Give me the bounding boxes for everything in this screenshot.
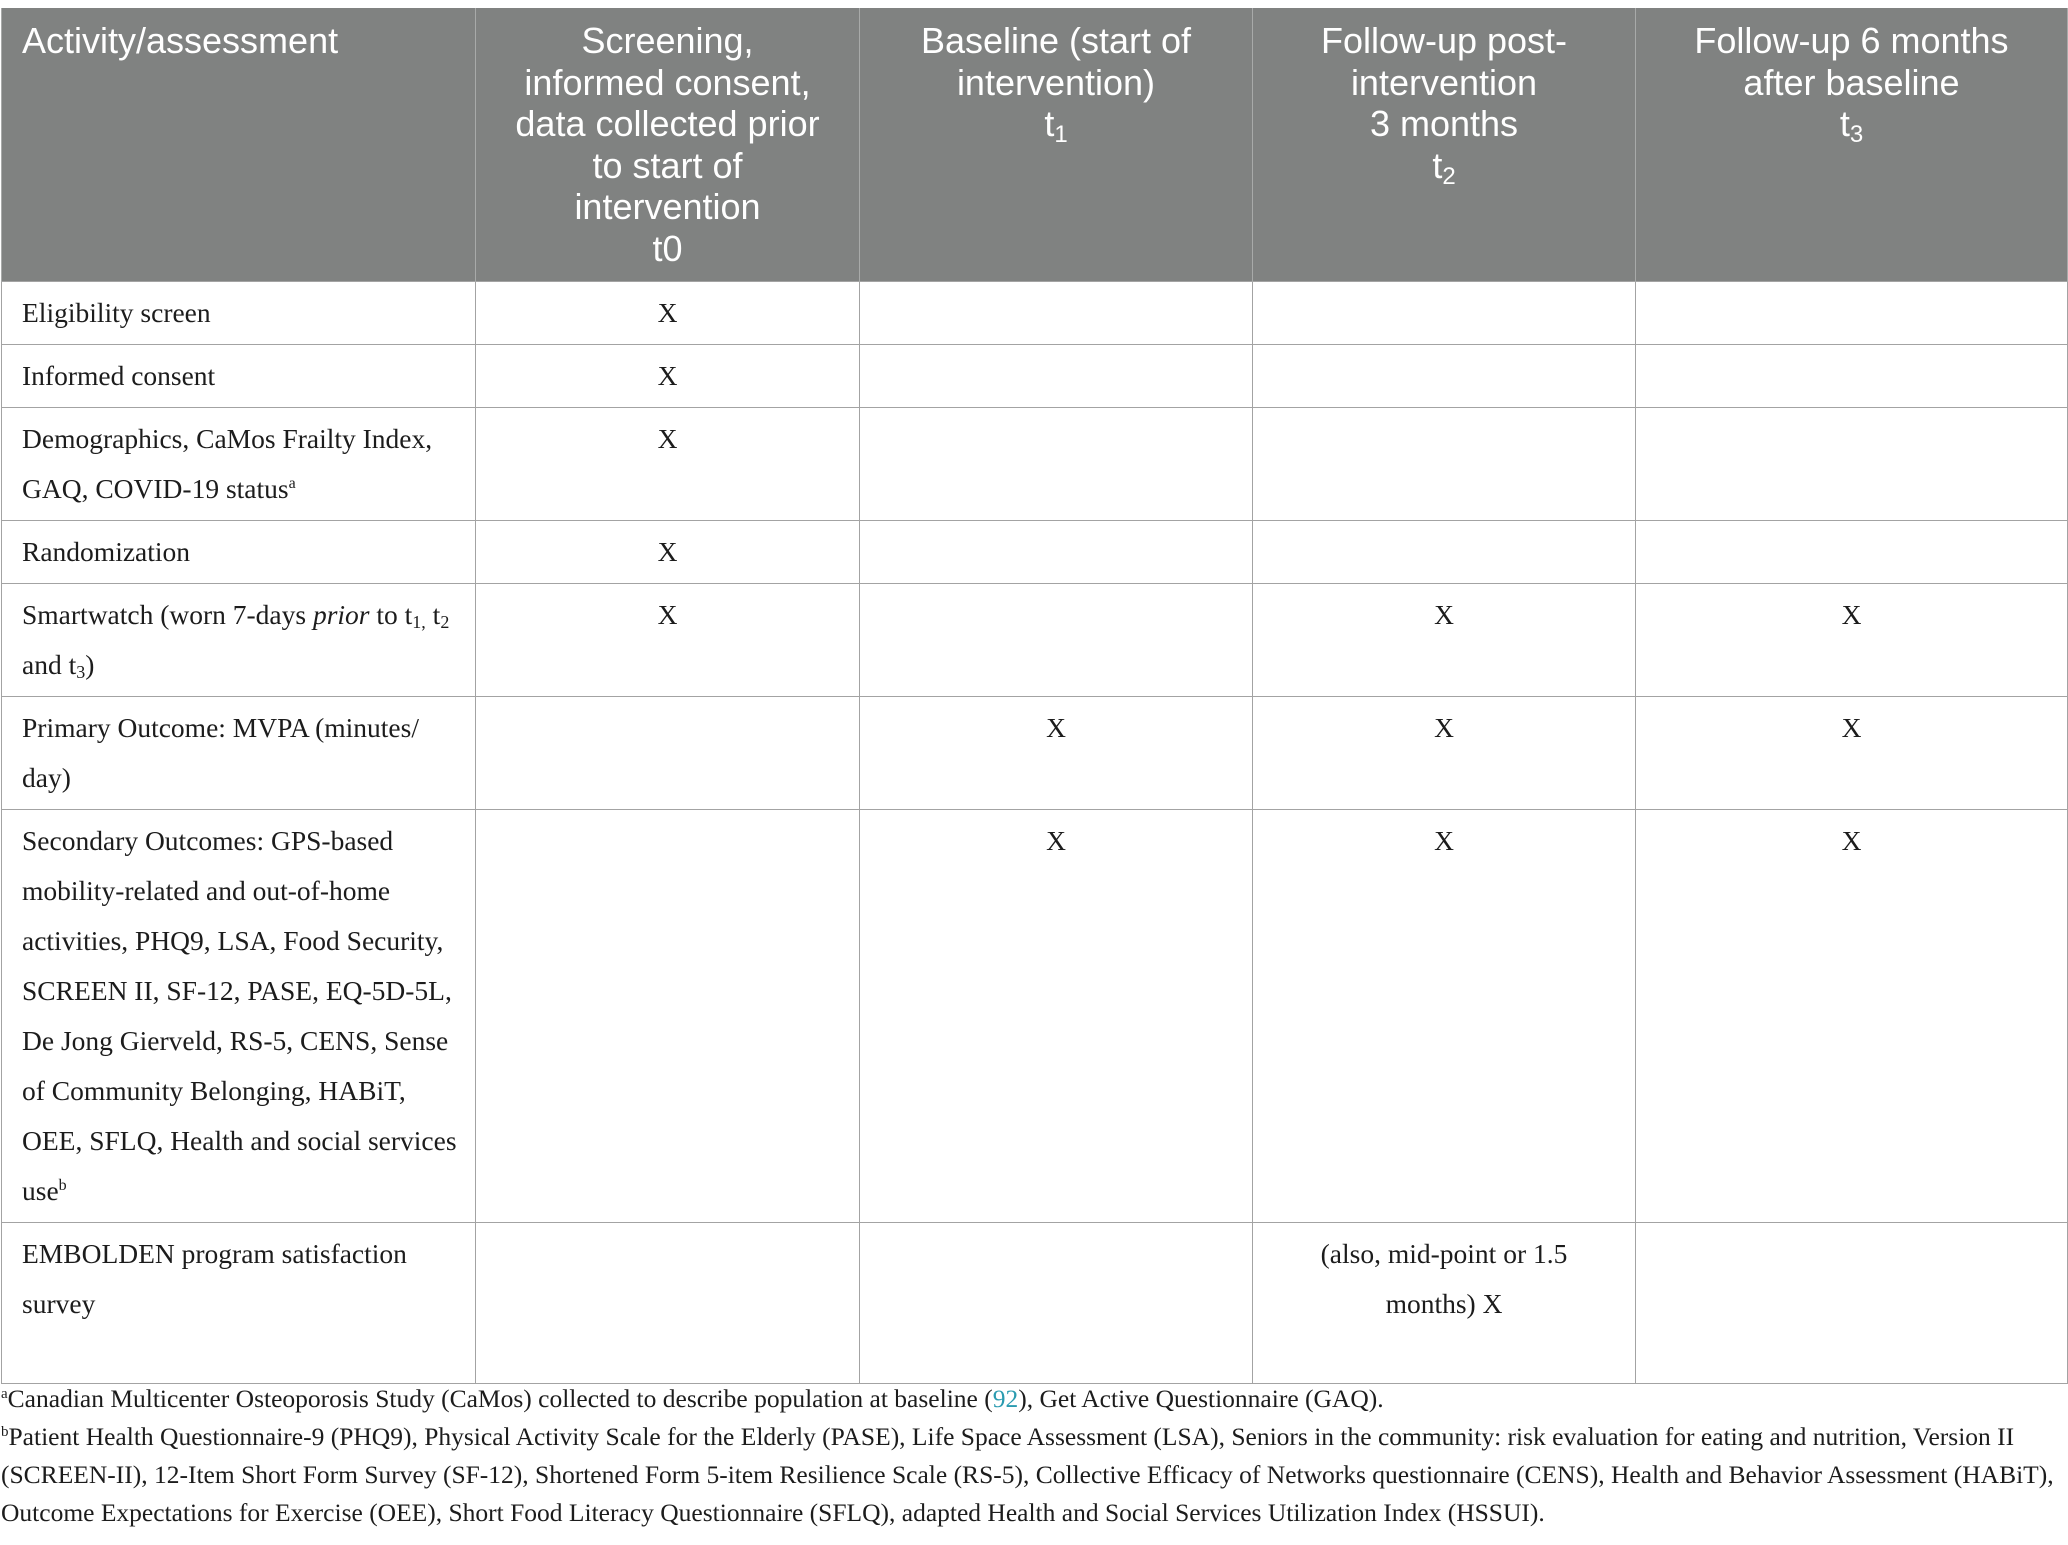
mark-cell: [1253, 521, 1636, 584]
table-row: [2, 1223, 2068, 1384]
table-row: [2, 345, 2068, 408]
mark-cell: [860, 282, 1253, 345]
mark-cell: X: [476, 584, 860, 697]
table-row: [2, 408, 2068, 521]
mark-cell: [860, 1223, 1253, 1384]
mark-cell: [860, 345, 1253, 408]
mark-cell: [476, 1223, 860, 1384]
activity-cell: Eligibility screen: [2, 282, 476, 345]
mark-cell: X: [476, 345, 860, 408]
mark-cell: [1636, 521, 2068, 584]
table-row: [2, 810, 2068, 1223]
mark-cell: (also, mid-point or 1.5 months) X: [1253, 1223, 1636, 1384]
table-row: [2, 584, 2068, 697]
activity-cell: Secondary Outcomes: GPS-based mobility-related and out-of-home activities, PHQ9, LSA, Food Security, SCREEN II, SF-12, PASE, EQ-5D-5L, De Jong Gierveld, RS-5, CENS, Sense of Community Belonging, HABiT, OEE, SFLQ, Health and social services use$^b$: [2, 810, 476, 1223]
mark-cell: X: [1636, 810, 2068, 1223]
mark-cell: [1636, 408, 2068, 521]
mark-cell: [860, 584, 1253, 697]
table-row: [2, 521, 2068, 584]
header-followup-6mo: Follow-up 6 months after baseline $t_3$: [1636, 8, 2068, 282]
mark-cell: [1253, 345, 1636, 408]
schedule-table-container: [0, 8, 2068, 1384]
footnote-b: $^b$Patient Health Questionnaire-9 (PHQ9), Physical Activity Scale for the Elderly (PASE), Life Space Assessment (LSA), Seniors in the community: risk evaluation for eating and nutrition, Version II (SCREEN-II), 12-Item Short Form Survey (SF-12), Shortened Form 5-item Resilience Scale (RS-5), Collective Efficacy of Networks questionnaire (CENS), Health and Behavior Assessment (HABiT), Outcome Expectations for Exercise (OEE), Short Food Literacy Questionnaire (SFLQ), adapted Health and Social Services Utilization Index (HSSUI).: [1, 1422, 2054, 1527]
mark-cell: X: [1636, 697, 2068, 810]
activity-cell: Informed consent: [2, 345, 476, 408]
table-row: [2, 282, 2068, 345]
header-screening: Screening, informed consent, data collected prior to start of intervention t0: [476, 8, 860, 282]
activity-cell: Randomization: [2, 521, 476, 584]
mark-cell: [1253, 282, 1636, 345]
mark-cell: [860, 408, 1253, 521]
mark-cell: X: [1253, 584, 1636, 697]
mark-cell: X: [476, 282, 860, 345]
mark-cell: X: [1253, 810, 1636, 1223]
table-row: [2, 697, 2068, 810]
mark-cell: [1636, 345, 2068, 408]
activity-cell: Primary Outcome: MVPA (minutes/ day): [2, 697, 476, 810]
assessment-schedule-table: [1, 8, 2068, 1384]
mark-cell: X: [476, 521, 860, 584]
mark-cell: X: [1636, 584, 2068, 697]
footnote-a: $^a$Canadian Multicenter Osteoporosis Study (CaMos) collected to describe population at baseline (92), Get Active Questionnaire (GAQ).: [1, 1384, 1384, 1413]
activity-cell: EMBOLDEN program satisfaction survey: [2, 1223, 476, 1384]
mark-cell: [1636, 1223, 2068, 1384]
mark-cell: [476, 810, 860, 1223]
mark-cell: [1253, 408, 1636, 521]
mark-cell: X: [860, 697, 1253, 810]
mark-cell: X: [476, 408, 860, 521]
header-activity: Activity/assessment: [2, 8, 476, 282]
mark-cell: [860, 521, 1253, 584]
reference-link[interactable]: 92: [992, 1384, 1019, 1413]
mark-cell: X: [860, 810, 1253, 1223]
header-followup-3mo: Follow-up post- intervention 3 months $t_2$: [1253, 8, 1636, 282]
activity-cell: Demographics, CaMos Frailty Index, GAQ, COVID-19 status$^a$: [2, 408, 476, 521]
table-footnotes: [0, 1380, 2061, 1532]
mark-cell: [1636, 282, 2068, 345]
header-row: [2, 8, 2068, 282]
mark-cell: X: [1253, 697, 1636, 810]
mark-cell: [476, 697, 860, 810]
activity-cell: Smartwatch (worn 7-days prior to $t_{1,}$ $t_2$ and $t_3$): [2, 584, 476, 697]
header-baseline: Baseline (start of intervention) $t_1$: [860, 8, 1253, 282]
